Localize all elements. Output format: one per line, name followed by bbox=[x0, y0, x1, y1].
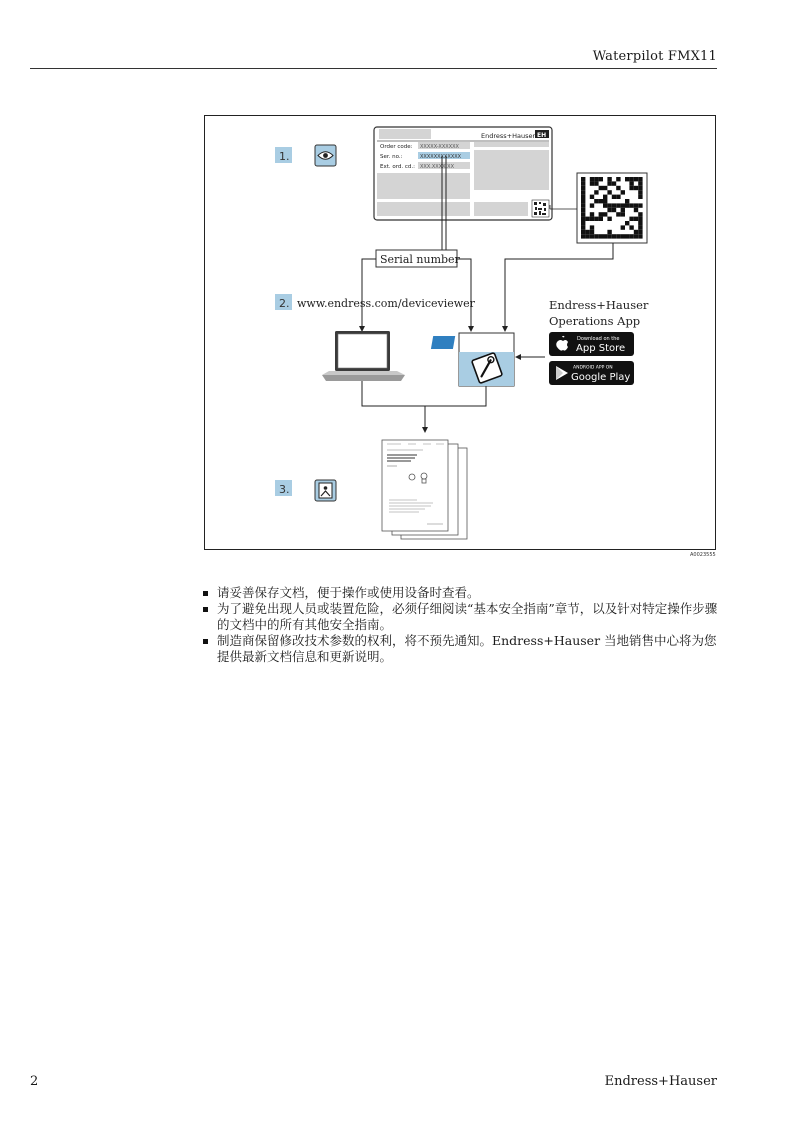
ext-ord-label: Ext. ord. cd.: bbox=[380, 164, 416, 170]
google-play-badge bbox=[549, 361, 634, 385]
step-1-badge bbox=[275, 147, 292, 163]
note-text: 制造商保留修改技术参数的权利，将不预先通知。Endress+Hauser 当地销售中心将为您提供最新文档信息和更新说明。 bbox=[217, 633, 717, 664]
order-code-label: Order code: bbox=[380, 144, 413, 150]
google-play-text: Google Play bbox=[571, 372, 631, 383]
note-item bbox=[203, 601, 718, 633]
device-nameplate bbox=[374, 127, 552, 250]
laptop-icon bbox=[322, 331, 405, 381]
manual-icon bbox=[315, 480, 336, 501]
nameplate-brand: Endress+Hauser bbox=[481, 132, 536, 140]
app-brand: Endress+Hauser bbox=[549, 298, 649, 312]
step-3-label: 3. bbox=[279, 483, 290, 496]
footer-brand: Endress+Hauser bbox=[604, 1074, 717, 1089]
google-play-small-text: ANDROID APP ON bbox=[573, 365, 613, 371]
app-name: Operations App bbox=[549, 314, 641, 328]
instruction-figure bbox=[204, 115, 716, 550]
step-1-label: 1. bbox=[279, 150, 290, 163]
operations-app-icon bbox=[431, 333, 514, 386]
step-2-label: 2. bbox=[279, 297, 290, 310]
figure-drawing bbox=[205, 116, 717, 551]
app-store-text: App Store bbox=[576, 343, 626, 354]
note-text: 请妥善保存文档，便于操作或使用设备时查看。 bbox=[217, 585, 480, 600]
ser-no-value: XXXXXXXXXXXX bbox=[420, 154, 462, 160]
header-rule bbox=[30, 68, 717, 69]
nameplate-logo: EH bbox=[537, 132, 547, 139]
bullet-icon bbox=[203, 607, 208, 612]
figure-id: A0023555 bbox=[690, 552, 716, 558]
note-item bbox=[203, 585, 718, 601]
step-3-badge bbox=[275, 480, 292, 496]
app-store-badge bbox=[549, 332, 634, 356]
data-matrix-code bbox=[550, 173, 647, 243]
notes-list bbox=[203, 585, 718, 665]
page-number: 2 bbox=[30, 1074, 39, 1089]
serial-number-label: Serial number bbox=[380, 253, 460, 266]
step-2-badge bbox=[275, 294, 292, 310]
ext-ord-value: XXX.XXXX.XX bbox=[420, 164, 455, 170]
documentation-stack-icon bbox=[382, 440, 467, 539]
deviceviewer-url: www.endress.com/deviceviewer bbox=[297, 297, 475, 310]
note-text: 为了避免出现人员或装置危险，必须仔细阅读“基本安全指南”章节，以及针对特定操作步骤的文档中的所有其他安全指南。 bbox=[217, 601, 718, 632]
bullet-icon bbox=[203, 639, 208, 644]
ser-no-label: Ser. no.: bbox=[380, 154, 403, 160]
order-code-value: XXXXX-XXXXXX bbox=[420, 144, 459, 150]
header-product-title: Waterpilot FMX11 bbox=[592, 49, 717, 64]
app-store-small-text: Download on the bbox=[577, 336, 620, 342]
svg-text:EH: EH bbox=[473, 339, 489, 350]
note-item bbox=[203, 633, 718, 665]
serial-number-callout bbox=[376, 250, 461, 267]
bullet-icon bbox=[203, 591, 208, 596]
eye-icon bbox=[315, 145, 336, 166]
